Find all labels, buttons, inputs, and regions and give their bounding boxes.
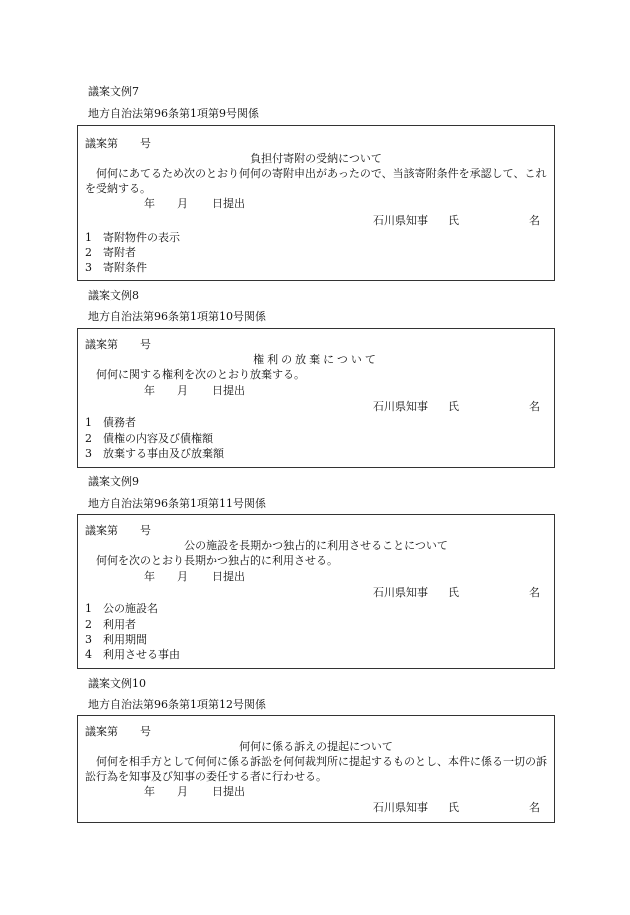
bill-title: 負担付寄附の受納について bbox=[250, 152, 382, 165]
signature-name: 名 bbox=[529, 214, 540, 227]
bill-number-line: 議案第 号 bbox=[85, 725, 151, 738]
bill-template-box bbox=[77, 514, 555, 669]
bill-template-box bbox=[77, 328, 555, 468]
list-item: 2 債権の内容及び債権額 bbox=[85, 432, 213, 445]
example-label: 議案文例7 bbox=[88, 85, 139, 98]
bill-title: 権利の放棄について bbox=[253, 353, 379, 366]
governor-title: 石川県知事 bbox=[373, 586, 428, 599]
date-year: 年 bbox=[144, 197, 155, 210]
bill-body: 何何を次のとおり長期かつ独占的に利用させる。 bbox=[96, 554, 338, 567]
date-day: 日提出 bbox=[212, 384, 245, 397]
list-item: 2 利用者 bbox=[85, 618, 136, 631]
date-day: 日提出 bbox=[212, 570, 245, 583]
bill-title: 何何に係る訴えの提起について bbox=[239, 740, 393, 753]
list-item: 1 債務者 bbox=[85, 416, 136, 429]
bill-body: 何何にあてるため次のとおり何何の寄附申出があったので、当該寄附条件を承認して、これを受納する。 bbox=[85, 167, 547, 195]
signature-surname: 氏 bbox=[448, 801, 459, 814]
date-month: 月 bbox=[177, 785, 188, 798]
bill-template-box bbox=[77, 125, 555, 281]
law-reference: 地方自治法第96条第1項第11号関係 bbox=[88, 497, 266, 510]
bill-number-line: 議案第 号 bbox=[85, 524, 151, 537]
signature-surname: 氏 bbox=[448, 400, 459, 413]
bill-number-line: 議案第 号 bbox=[85, 137, 151, 150]
signature-surname: 氏 bbox=[448, 214, 459, 227]
date-month: 月 bbox=[177, 570, 188, 583]
date-day: 日提出 bbox=[212, 785, 245, 798]
example-label: 議案文例8 bbox=[88, 289, 139, 302]
signature-name: 名 bbox=[529, 801, 540, 814]
date-month: 月 bbox=[177, 197, 188, 210]
date-year: 年 bbox=[144, 384, 155, 397]
date-month: 月 bbox=[177, 384, 188, 397]
bill-template-box bbox=[77, 715, 555, 823]
date-year: 年 bbox=[144, 785, 155, 798]
bill-body: 何何に関する権利を次のとおり放棄する。 bbox=[96, 368, 305, 381]
law-reference: 地方自治法第96条第1項第10号関係 bbox=[88, 310, 266, 323]
list-item: 3 寄附条件 bbox=[85, 261, 147, 274]
list-item: 1 公の施設名 bbox=[85, 602, 158, 615]
governor-title: 石川県知事 bbox=[373, 400, 428, 413]
bill-number-line: 議案第 号 bbox=[85, 338, 151, 351]
bill-body: 何何を相手方として何何に係る訴訟を何何裁判所に提起するものとし、本件に係る一切の訴訟行為を知事及び知事の委任する者に行わせる。 bbox=[85, 755, 547, 783]
list-item: 4 利用させる事由 bbox=[85, 648, 180, 661]
date-year: 年 bbox=[144, 570, 155, 583]
example-label: 議案文例10 bbox=[88, 677, 146, 690]
law-reference: 地方自治法第96条第1項第12号関係 bbox=[88, 698, 266, 711]
governor-title: 石川県知事 bbox=[373, 214, 428, 227]
date-day: 日提出 bbox=[212, 197, 245, 210]
signature-name: 名 bbox=[529, 400, 540, 413]
signature-name: 名 bbox=[529, 586, 540, 599]
list-item: 2 寄附者 bbox=[85, 246, 136, 259]
list-item: 3 利用期間 bbox=[85, 633, 147, 646]
list-item: 1 寄附物件の表示 bbox=[85, 231, 180, 244]
list-item: 3 放棄する事由及び放棄額 bbox=[85, 447, 224, 460]
law-reference: 地方自治法第96条第1項第9号関係 bbox=[88, 107, 259, 120]
signature-surname: 氏 bbox=[448, 586, 459, 599]
bill-title: 公の施設を長期かつ独占的に利用させることについて bbox=[184, 539, 448, 552]
governor-title: 石川県知事 bbox=[373, 801, 428, 814]
example-label: 議案文例9 bbox=[88, 475, 139, 488]
